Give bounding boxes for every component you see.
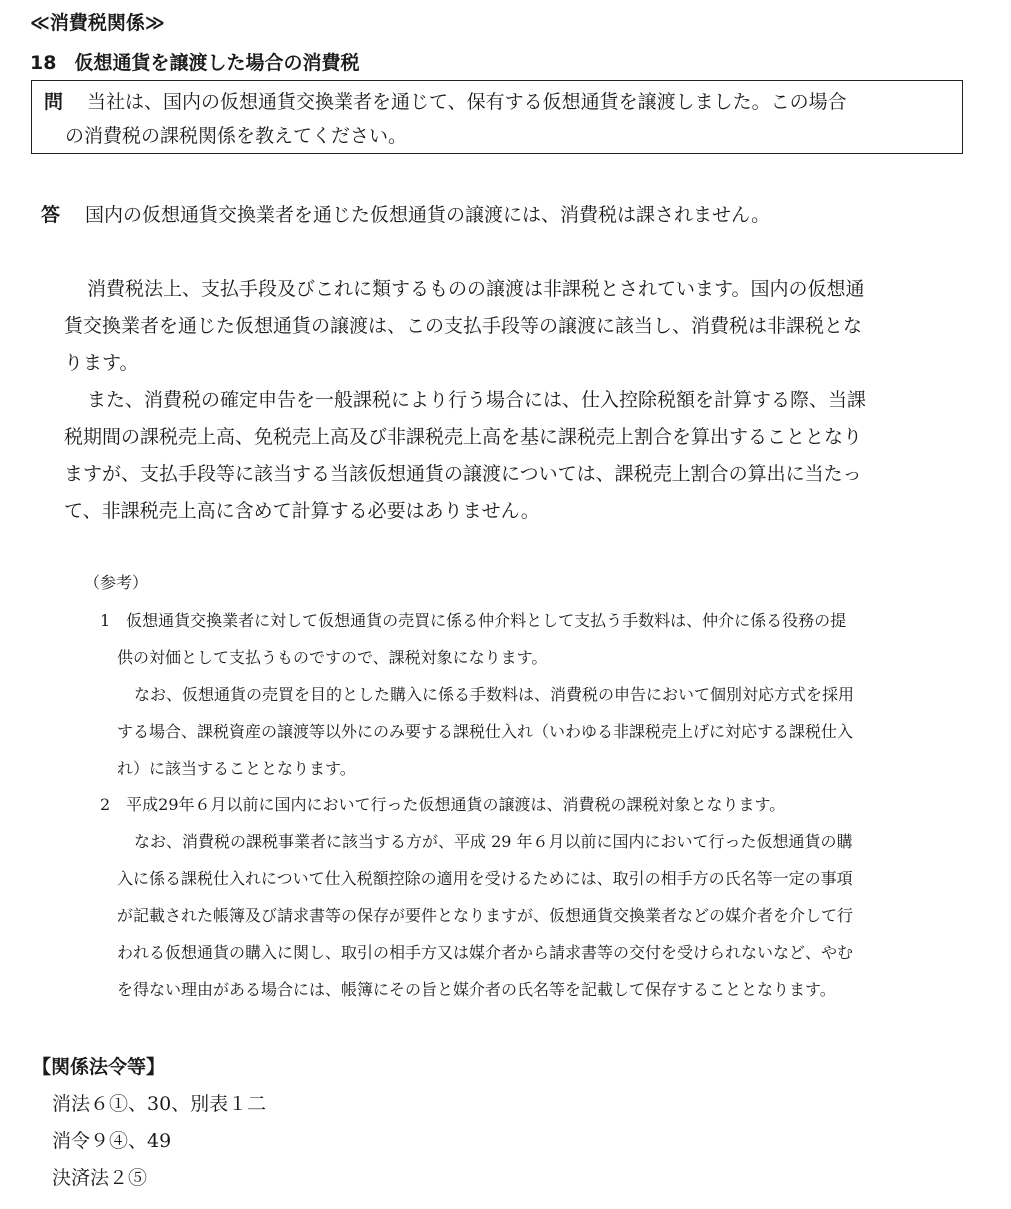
question-mark: 問 — [44, 91, 64, 113]
answer-paragraph-line: ますが、支払手段等に該当する当該仮想通貨の譲渡については、課税売上割合の算出に当たっ — [64, 463, 862, 485]
reference-line: 1 仮想通貨交換業者に対して仮想通貨の売買に係る仲介料として支払う手数料は、仲介に係る役務の提 — [100, 611, 847, 630]
reference-line: する場合、課税資産の譲渡等以外にのみ要する課税仕入れ（いわゆる非課税売上げに対応する課税仕入 — [117, 722, 854, 741]
answer-paragraph-line: て、非課税売上高に含めて計算する必要はありません。 — [64, 500, 540, 522]
reference-line: を得ない理由がある場合には、帳簿にその旨と媒介者の氏名等を記載して保存することとなります。 — [117, 980, 836, 999]
answer-mark: 答 — [41, 204, 61, 226]
category-heading: ≪消費税関係≫ — [30, 12, 165, 34]
question-number: 18 — [30, 52, 57, 74]
question-title-text: 仮想通貨を譲渡した場合の消費税 — [74, 52, 360, 74]
question-line: の消費税の課税関係を教えてください。 — [65, 125, 408, 147]
related-law-item: 消法６①、30、別表１二 — [52, 1093, 267, 1115]
related-laws-heading: 【関係法令等】 — [32, 1056, 166, 1078]
reference-line: 入に係る課税仕入れについて仕入税額控除の適用を受けるためには、取引の相手方の氏名等一定の事項 — [117, 869, 853, 888]
related-law-item: 消令９④、49 — [52, 1130, 172, 1152]
reference-line: れ）に該当することとなります。 — [117, 759, 356, 778]
reference-line: が記載された帳簿及び請求書等の保存が要件となりますが、仮想通貨交換業者などの媒介者を介して行 — [117, 906, 854, 925]
reference-line: なお、消費税の課税事業者に該当する方が、平成 29 年６月以前に国内において行った仮想通貨の購 — [134, 832, 853, 851]
answer-paragraph-line: 税期間の課税売上高、免税売上高及び非課税売上高を基に課税売上割合を算出することとなり — [64, 426, 863, 448]
answer-paragraph-line: また、消費税の確定申告を一般課税により行う場合には、仕入控除税額を計算する際、当課 — [87, 389, 867, 411]
reference-heading: （参考） — [84, 573, 149, 592]
question-title — [30, 48, 359, 75]
related-law-item: 決済法２⑤ — [52, 1167, 148, 1189]
reference-line: なお、仮想通貨の売買を目的とした購入に係る手数料は、消費税の申告において個別対応方式を採用 — [134, 685, 855, 704]
reference-line: 供の対価として支払うものですので、課税対象になります。 — [117, 648, 548, 667]
answer-paragraph-line: 貨交換業者を通じた仮想通貨の譲渡は、この支払手段等の譲渡に該当し、消費税は非課税とな — [64, 315, 863, 337]
reference-line: 2 平成29年６月以前に国内において行った仮想通貨の譲渡は、消費税の課税対象となります。 — [100, 795, 786, 814]
reference-line: われる仮想通貨の購入に関し、取引の相手方又は媒介者から請求書等の交付を受けられないなど、やむ — [117, 943, 854, 962]
answer-paragraph-line: 消費税法上、支払手段及びこれに類するものの譲渡は非課税とされています。国内の仮想通 — [87, 278, 865, 300]
question-box — [31, 80, 963, 154]
answer-paragraph-line: ります。 — [64, 352, 139, 374]
answer-summary: 国内の仮想通貨交換業者を通じた仮想通貨の譲渡には、消費税は課されません。 — [85, 204, 771, 226]
question-line: 当社は、国内の仮想通貨交換業者を通じて、保有する仮想通貨を譲渡しました。この場合 — [87, 91, 847, 113]
